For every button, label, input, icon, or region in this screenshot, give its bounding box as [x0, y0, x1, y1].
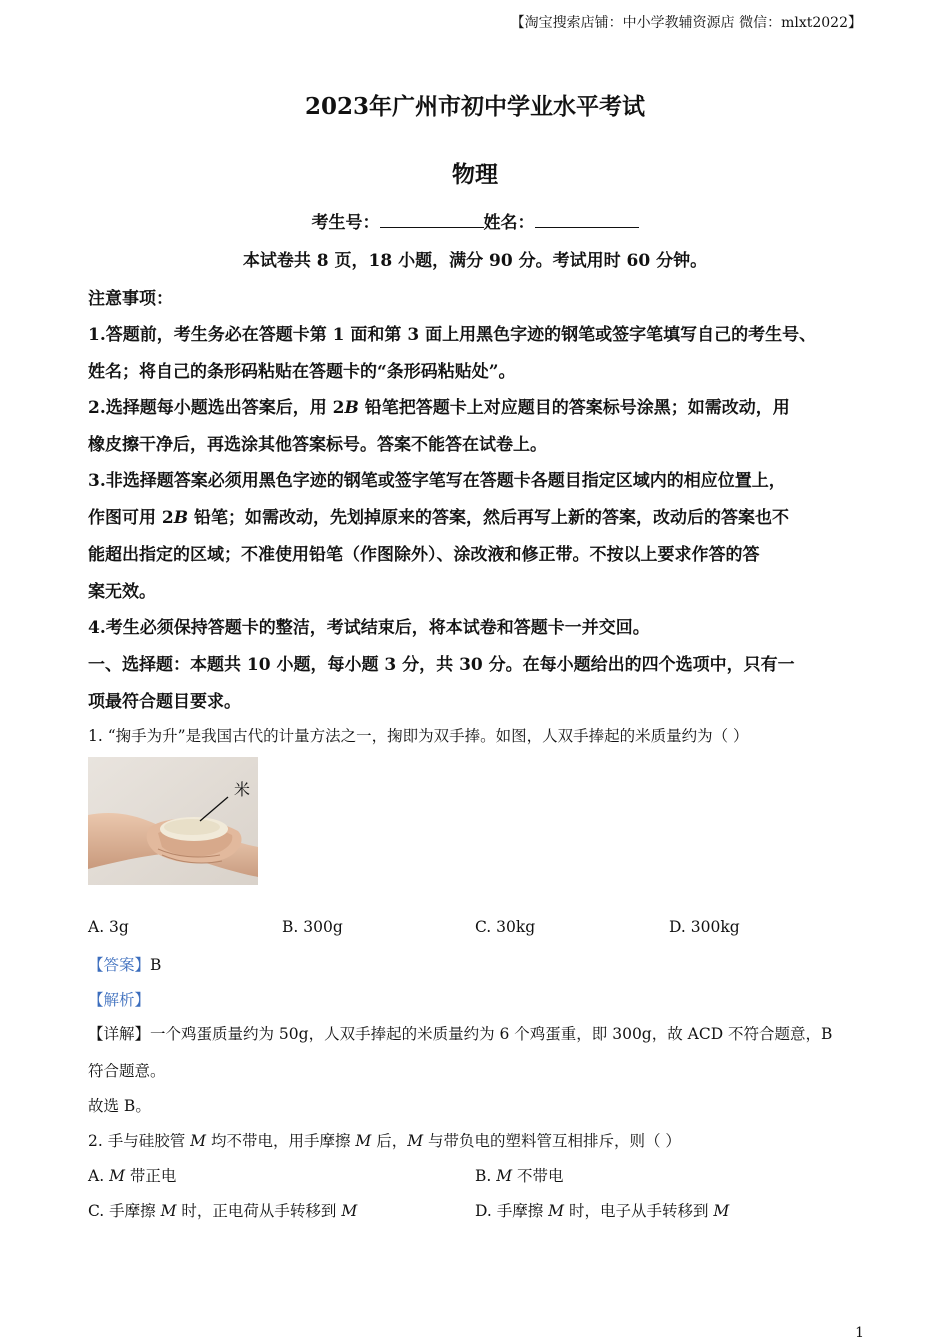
notice-line: 橡皮擦干净后，再选涂其他答案标号。答案不能答在试卷上。 [88, 435, 547, 455]
section-heading-cont: 项最符合题目要求。 [88, 692, 241, 712]
name-blank [535, 209, 639, 228]
q2-option-b [475, 1164, 564, 1186]
notice-line [88, 393, 790, 418]
q2-var: M [355, 1132, 372, 1150]
exam-title: 2023年广州市初中学业水平考试 [304, 93, 645, 120]
q2-var: M [109, 1167, 125, 1185]
q1-detail-cont: 符合题意。 [88, 1062, 166, 1080]
notice-line: 4.考生必须保持答题卡的整洁，考试结束后，将本试卷和答题卡一并交回。 [88, 618, 650, 638]
q2-text: A. [88, 1167, 110, 1185]
answer-value: B [150, 956, 162, 974]
answer-tag: 【答案】 [88, 956, 151, 974]
notice-line [88, 503, 789, 528]
rice-label: 米 [234, 780, 251, 799]
notice-line: 3.非选择题答案必须用黑色字迹的钢笔或签字笔写在答题卡各题目指定区域内的相应位置上， [88, 471, 786, 491]
q1-option-b: B. 300g [282, 918, 343, 936]
q1-answer [88, 953, 161, 975]
q2-var: M [496, 1167, 513, 1185]
q2-var: M [713, 1202, 730, 1220]
q2-text: C. 手摩擦 [88, 1202, 161, 1220]
q1-detail: 【详解】一个鸡蛋质量约为 50g，人双手捧起的米质量约为 6 个鸡蛋重，即 300g，故 ACD 不符合题意，B [88, 1025, 833, 1043]
q1-option-a: A. 3g [88, 918, 129, 936]
q2-text: 与带负电的塑料管互相排斥，则（ ） [423, 1132, 681, 1150]
name-label: 姓名： [483, 213, 535, 233]
q1-stem: 1. “掬手为升”是我国古代的计量方法之一，掬即为双手捧。如图，人双手捧起的米质量约为（ ） [88, 727, 749, 745]
q2-var: M [548, 1202, 565, 1220]
section-heading: 一、选择题：本题共 10 小题，每小题 3 分，共 30 分。在每小题给出的四个选项中，只有一 [88, 655, 795, 675]
q2-text: D. 手摩擦 [475, 1202, 549, 1220]
notice-text: 铅笔；如需改动，先划掉原来的答案，然后再写上新的答案，改动后的答案也不 [188, 508, 790, 528]
q1-option-c: C. 30kg [475, 918, 536, 936]
notice-heading: 注意事项： [88, 289, 173, 309]
q1-analysis-tag: 【解析】 [88, 991, 151, 1009]
q2-text: 均不带电，用手摩擦 [206, 1132, 356, 1150]
candidate-number-blank [380, 209, 484, 228]
q2-var: M [190, 1132, 207, 1150]
q2-option-c [88, 1199, 357, 1221]
q2-text: B. [475, 1167, 497, 1185]
q2-text: 带正电 [124, 1167, 177, 1185]
notice-text: 铅笔把答题卡上对应题目的答案标号涂黑；如需改动，用 [358, 398, 790, 418]
q1-option-d: D. 300kg [669, 918, 740, 936]
notice-text: 2.选择题每小题选出答案后，用 2 [88, 398, 345, 418]
candidate-number-label: 考生号： [311, 213, 380, 233]
q2-option-d [475, 1199, 729, 1221]
notice-line: 1.答题前，考生务必在答题卡第 1 面和第 3 面上用黑色字迹的钢笔或签字笔填写自己的考生号、 [88, 325, 817, 345]
q2-text: 2. 手与硅胶管 [88, 1132, 191, 1150]
page-number: 1 [855, 1325, 864, 1341]
q1-conclusion: 故选 B。 [88, 1097, 151, 1115]
q2-var: M [341, 1202, 358, 1220]
candidate-fields [0, 208, 950, 233]
q2-stem [88, 1129, 681, 1151]
hands-illustration [88, 757, 258, 885]
q2-option-a [88, 1164, 176, 1186]
rice-hands-photo [88, 757, 258, 885]
notice-line: 能超出指定的区域；不准使用铅笔（作图除外）、涂改液和修正带。不按以上要求作答的答 [88, 545, 760, 565]
notice-text: 作图可用 2 [88, 508, 174, 528]
subject-title: 物理 [452, 161, 498, 188]
notice-italic: B [173, 508, 189, 528]
notice-italic: B [344, 398, 359, 418]
q2-text: 后， [371, 1132, 408, 1150]
q2-text: 时，正电荷从手转移到 [176, 1202, 342, 1220]
notice-line: 案无效。 [88, 582, 156, 602]
q2-var: M [407, 1132, 424, 1150]
header-note: 【淘宝搜索店铺：中小学教辅资源店 微信：mlxt2022】 [510, 15, 862, 31]
q2-var: M [160, 1202, 177, 1220]
q2-text: 时，电子从手转移到 [564, 1202, 714, 1220]
q2-text: 不带电 [512, 1167, 564, 1185]
notice-line: 姓名；将自己的条形码粘贴在答题卡的“条形码粘贴处”。 [88, 362, 516, 382]
exam-summary: 本试卷共 8 页，18 小题，满分 90 分。考试用时 60 分钟。 [242, 251, 708, 271]
